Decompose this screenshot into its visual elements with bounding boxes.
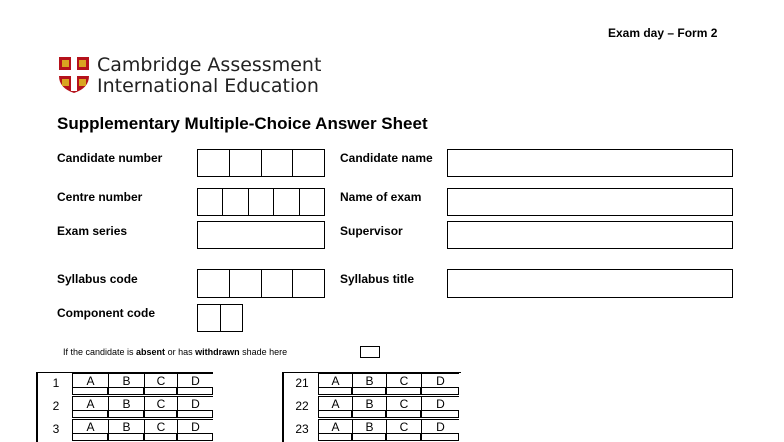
question-number: 2 <box>52 399 60 413</box>
answer-bubble-1-D[interactable] <box>177 387 213 395</box>
candidate-name-field[interactable] <box>447 149 733 177</box>
answer-bubble-3-C[interactable] <box>144 433 177 441</box>
answer-bubble-21-B[interactable] <box>352 387 386 395</box>
answer-bubble-1-B[interactable] <box>108 387 144 395</box>
answer-bubble-3-D[interactable] <box>177 433 213 441</box>
question-number: 22 <box>295 399 309 413</box>
option-label: C <box>386 373 421 388</box>
page-title: Supplementary Multiple-Choice Answer Sheet <box>57 114 428 133</box>
answer-bubble-2-A[interactable] <box>72 410 108 418</box>
logo-line1: Cambridge Assessment <box>97 54 322 76</box>
answer-bubble-2-C[interactable] <box>144 410 177 418</box>
answer-bubble-22-B[interactable] <box>352 410 386 418</box>
option-label: D <box>177 373 213 388</box>
answer-bubble-3-B[interactable] <box>108 433 144 441</box>
centre-number-label: Centre number <box>57 190 143 204</box>
answer-bubble-21-D[interactable] <box>421 387 459 395</box>
option-label: A <box>318 396 352 411</box>
option-label: B <box>352 419 386 434</box>
answer-bubble-22-C[interactable] <box>386 410 421 418</box>
question-number: 3 <box>52 422 60 436</box>
supervisor-field[interactable] <box>447 221 733 249</box>
form-label: Exam day – Form 2 <box>608 26 718 40</box>
option-label: D <box>421 373 459 388</box>
option-label: C <box>144 419 177 434</box>
answer-bubble-22-D[interactable] <box>421 410 459 418</box>
option-label: B <box>108 419 144 434</box>
answer-bubble-22-A[interactable] <box>318 410 352 418</box>
syllabus-title-label: Syllabus title <box>340 272 415 286</box>
answer-bubble-23-B[interactable] <box>352 433 386 441</box>
absent-checkbox[interactable] <box>360 346 380 358</box>
option-label: A <box>72 396 108 411</box>
answer-bubble-1-C[interactable] <box>144 387 177 395</box>
question-number: 23 <box>295 422 309 436</box>
answer-grid-right <box>282 372 461 442</box>
exam-series-label: Exam series <box>57 224 128 238</box>
question-number: 1 <box>52 376 60 390</box>
option-label: D <box>177 396 213 411</box>
option-label: D <box>177 419 213 434</box>
syllabus-code-label: Syllabus code <box>57 272 138 286</box>
component-code-label: Component code <box>57 306 155 320</box>
option-label: A <box>318 373 352 388</box>
supervisor-label: Supervisor <box>340 224 403 238</box>
option-label: B <box>352 373 386 388</box>
syllabus-code-field[interactable] <box>197 269 325 298</box>
option-label: C <box>144 396 177 411</box>
name-of-exam-label: Name of exam <box>340 190 422 204</box>
option-label: A <box>318 419 352 434</box>
answer-bubble-21-C[interactable] <box>386 387 421 395</box>
answer-bubble-23-A[interactable] <box>318 433 352 441</box>
option-label: B <box>108 373 144 388</box>
candidate-name-label: Candidate name <box>340 151 433 165</box>
answer-bubble-23-D[interactable] <box>421 433 459 441</box>
name-of-exam-field[interactable] <box>447 188 733 216</box>
question-number: 21 <box>295 376 309 390</box>
option-label: B <box>108 396 144 411</box>
option-label: C <box>386 419 421 434</box>
answer-bubble-21-A[interactable] <box>318 387 352 395</box>
answer-bubble-2-B[interactable] <box>108 410 144 418</box>
option-label: D <box>421 396 459 411</box>
answer-bubble-2-D[interactable] <box>177 410 213 418</box>
option-label: D <box>421 419 459 434</box>
centre-number-field[interactable] <box>197 188 325 216</box>
option-label: A <box>72 373 108 388</box>
syllabus-title-field[interactable] <box>447 269 733 298</box>
option-label: A <box>72 419 108 434</box>
absent-instruction: If the candidate is absent or has withdrawn shade here <box>63 347 288 357</box>
candidate-number-field[interactable] <box>197 149 325 177</box>
answer-bubble-3-A[interactable] <box>72 433 108 441</box>
answer-grid-left <box>36 372 213 442</box>
option-label: B <box>352 396 386 411</box>
answer-bubble-23-C[interactable] <box>386 433 421 441</box>
option-label: C <box>386 396 421 411</box>
exam-series-field[interactable] <box>197 221 325 249</box>
component-code-field[interactable] <box>197 304 243 332</box>
logo-line2: International Education <box>97 75 319 97</box>
cambridge-crest-logo <box>58 56 90 94</box>
answer-bubble-1-A[interactable] <box>72 387 108 395</box>
candidate-number-label: Candidate number <box>57 151 163 165</box>
option-label: C <box>144 373 177 388</box>
